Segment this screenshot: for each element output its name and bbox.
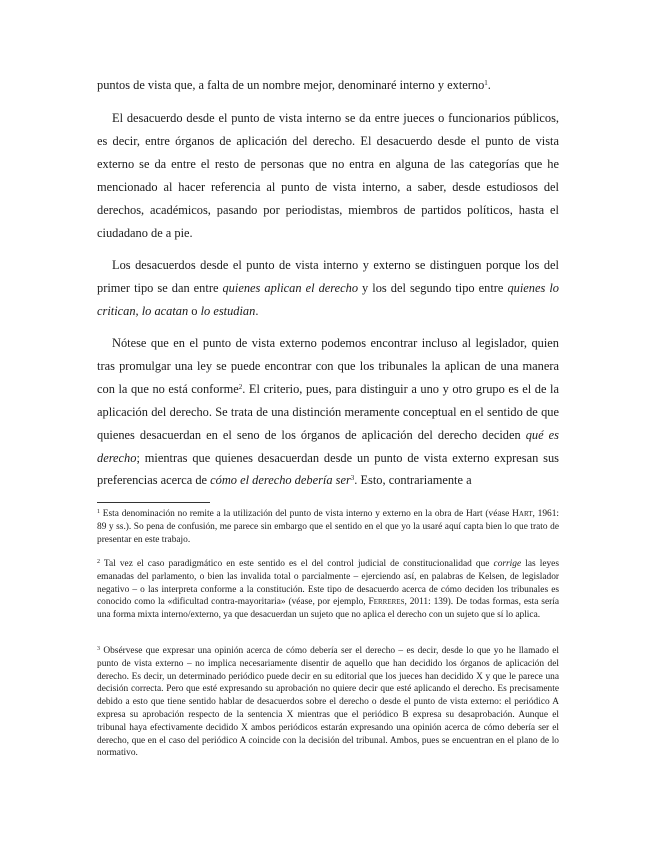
footnote-number: 2 [97, 559, 100, 565]
text-run: y los del segundo tipo entre [358, 280, 508, 295]
author-name: Ferreres [368, 597, 405, 608]
text-run: Esta denominación no remite a la utilización del punto de vista interno y externo en la obra de Hart (véase [100, 509, 513, 519]
emphasis-text: cómo el derecho debería ser [210, 473, 351, 488]
text-run: puntos de vista que, a falta de un nombre mejor, denominaré interno y externo [97, 78, 485, 92]
text-run: . [487, 78, 491, 92]
text-run: . El criterio, pues, para distinguir a uno y otro grupo es el de la aplicación del derecho. Se trata de una distinción meramente conceptual en el sentido de que quienes desacuerdan en el seno de los órganos de aplicación del derecho deciden [97, 381, 559, 442]
text-run: . [255, 303, 259, 318]
emphasis-text: corrige [493, 559, 522, 569]
emphasis-text: lo estudian [200, 303, 256, 318]
text-run: Obsérvese que expresar una opinión acerca de cómo debería ser el derecho – es decir, desde lo que yo he llamado el punto de vista externo – no implica necesariamente disentir de aquello que han decidido los órganos de aplicación del derecho. Es decir, un determinado periódico puede decir en su editorial que los jueces han decidido X y que le parece una decisión correcta. Pero que esté expresando su aprobación no quiere decir que esté aplicando el derecho. Es precisamente debido a esto que tiene sentido hablar de desacuerdos sobre el derecho o desde el punto de vista externo: el periódico A expresa su aprobación respecto de la sentencia X mientras que el periódico B expresa su desaprobación. Aunque el tribunal haya efectivamente decidido X ambos periódicos estarán expresando una opinión acerca de cómo debería ser el derecho, que en el caso del periódico A coincide con la decisión del tribunal. Ambos, pues se encuentran en el plano de lo normativo. [97, 646, 559, 759]
emphasis-text: qué es derecho [97, 427, 559, 465]
footnote-ref-2[interactable]: 2 [238, 382, 243, 391]
paragraph-legislator [97, 332, 559, 492]
footnote-ref-1[interactable]: 1 [484, 79, 488, 87]
footnote-3 [97, 645, 559, 760]
author-name: Hart [512, 509, 533, 519]
footnote-1 [97, 508, 559, 546]
footnote-number: 1 [97, 509, 100, 515]
emphasis-text: quienes aplican el derecho [222, 280, 359, 295]
footnote-2 [97, 558, 559, 622]
paragraph-continuation [97, 74, 559, 97]
emphasis-text: quienes lo critican, lo acatan [97, 280, 559, 318]
text-run: las leyes emanadas del parlamento, o bien las invalida total o parcialmente – ejerciendo así, en palabras de Kelsen, de legislador negativo – o las interpreta conforme a la constitución. Este tipo de desacuerdo acerca de cómo deciden los tribunales es conocido como la «dificultad contra-mayoritaria» (véase, por ejemplo, [97, 559, 559, 608]
text-run: Los desacuerdos desde el punto de vista interno y externo se distinguen porque los del primer tipo se dan entre [97, 258, 559, 295]
footnote-separator [97, 502, 210, 503]
text-run: . Esto, contrariamente a [354, 473, 472, 488]
paragraph-internal-external: El desacuerdo desde el punto de vista interno se da entre jueces o funcionarios públicos, es decir, entre órganos de aplicación del derecho. El desacuerdo desde el punto de vista externo se da entre el resto de personas que no entra en alguna de las categorías que he mencionado al hacer referencia al punto de vista interno, a saber, desde estudiosos del derechos, académicos, pasando por periodistas, miembros de partidos políticos, hasta el ciudadano de a pie. [97, 111, 559, 240]
text-run: , 2011: 139). De todas formas, esta sería una forma mixta interno/externo, ya que desacuerdan un sujeto que no aplica el derecho con un sujeto que sí lo aplica. [97, 597, 559, 621]
text-run: , 1961: 89 y ss.). So pena de confusión, me parece sin embargo que el sentido en el que yo la usaré aquí capta bien lo que trato de presentar en este trabajo. [97, 509, 559, 545]
text-run: Tal vez el caso paradigmático en este sentido es el del control judicial de constitucionalidad que [100, 559, 494, 569]
paragraph-distinction [97, 254, 559, 323]
footnote-ref-3[interactable]: 3 [350, 474, 355, 483]
text-run: Nótese que en el punto de vista externo podemos encontrar incluso al legislador, quien tras promulgar una ley se puede encontrar con que los tribunales la aplican de una manera con la que no está conforme [97, 336, 559, 396]
text-run: ; mientras que quienes desacuerdan desde un punto de vista externo expresan sus preferencias acerca de [97, 450, 559, 488]
text-run: o [188, 303, 201, 318]
footnote-number: 3 [97, 646, 100, 652]
